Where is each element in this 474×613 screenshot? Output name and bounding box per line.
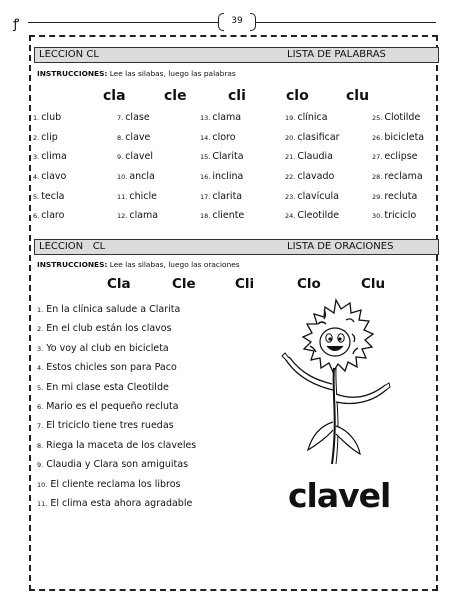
sentence-number: 2. [37, 325, 44, 334]
sentence-text: Riega la maceta de los claveles [46, 439, 197, 451]
word-text: reclama [384, 171, 423, 182]
word-text: ancla [129, 171, 155, 182]
sentence-item [37, 498, 192, 509]
sentence-number: 8. [37, 441, 44, 450]
word-text: clase [125, 112, 150, 123]
top-rule-left [28, 22, 218, 23]
word-text: cliente [212, 210, 245, 221]
word-item [200, 191, 242, 202]
instructions-oraciones [37, 260, 240, 269]
word-number: 13. [200, 114, 211, 122]
word-number: 24. [285, 212, 296, 220]
lesson-title: LECCION CL [39, 49, 99, 60]
word-item [117, 171, 155, 182]
word-text: clavel [125, 151, 153, 162]
sentence-item [37, 323, 172, 334]
word-number: 30. [372, 212, 383, 220]
word-number: 23. [285, 193, 296, 201]
sentence-text: En mi clase esta Cleotilde [46, 381, 169, 393]
word-text: clama [129, 210, 159, 221]
sentence-item [37, 459, 188, 470]
sentence-text: El triciclo tiene tres ruedas [46, 420, 174, 432]
word-text: eclipse [384, 151, 418, 162]
syllable: cla [103, 88, 126, 104]
syllable: cle [164, 88, 187, 104]
sentence-number: 5. [37, 383, 44, 392]
instructions-palabras [37, 69, 236, 78]
word-number: 21. [285, 153, 296, 161]
word-item [117, 191, 157, 202]
word-number: 4. [33, 173, 40, 181]
word-item [200, 132, 236, 143]
word-number: 22. [285, 173, 296, 181]
section-header-palabras [34, 47, 439, 63]
word-number: 28. [372, 173, 383, 181]
sentence-text: En el club están los clavos [46, 323, 172, 335]
carnation-flower-illustration [272, 294, 400, 472]
word-number: 10. [117, 173, 128, 181]
word-number: 19. [285, 114, 296, 122]
word-number: 14. [200, 134, 211, 142]
word-number: 26. [372, 134, 383, 142]
word-text: triciclo [384, 210, 417, 221]
word-item [117, 132, 150, 143]
word-text: clama [212, 112, 242, 123]
instructions-label: INSTRUCCIONES: [37, 69, 108, 78]
word-number: 17. [200, 193, 211, 201]
word-item [117, 112, 150, 123]
word-text: clasificar [297, 132, 340, 143]
word-number: 15. [200, 153, 211, 161]
sentence-text: Mario es el pequeño recluta [46, 401, 179, 412]
word-item [117, 210, 158, 221]
word-number: 29. [372, 193, 383, 201]
word-number: 1. [33, 114, 40, 122]
word-number: 25. [372, 114, 383, 122]
word-item [285, 191, 339, 202]
lesson-title: LECCION CL [39, 241, 106, 252]
sentence-text: Claudia y Clara son amiguitas [46, 459, 189, 471]
page-number: 39 [231, 16, 243, 26]
syllable-capital: Clu [361, 276, 386, 292]
word-item [285, 171, 334, 182]
word-item [372, 210, 416, 221]
sentence-item [37, 362, 177, 373]
instructions-text: Lee las silabas, luego las palabras [109, 69, 236, 78]
sentence-item [37, 343, 169, 354]
word-text: inclina [212, 171, 244, 182]
word-number: 9. [117, 153, 124, 161]
top-rule-right [256, 22, 436, 23]
word-item [372, 151, 418, 162]
sentence-item [37, 382, 169, 393]
word-text: clarita [212, 191, 243, 202]
syllable-capital: Cli [235, 276, 255, 292]
word-number: 8. [117, 134, 124, 142]
word-item [33, 151, 67, 162]
word-number: 27. [372, 153, 383, 161]
word-text: Clarita [212, 151, 244, 162]
word-item [33, 112, 61, 123]
sentence-text: En la clínica salude a Clarita [46, 304, 181, 315]
word-number: 16. [200, 173, 211, 181]
word-text: clavado [297, 171, 335, 182]
word-text: clínica [297, 112, 328, 123]
sentence-item [37, 479, 180, 490]
word-item [200, 151, 244, 162]
word-number: 5. [33, 193, 40, 201]
word-text: clavo [41, 171, 67, 182]
word-text: clavícula [297, 191, 339, 202]
word-item [200, 171, 243, 182]
word-text: cloro [212, 132, 236, 143]
word-text: Claudia [297, 151, 333, 162]
syllable: clo [286, 88, 309, 104]
sentence-item [37, 440, 196, 451]
section-header-oraciones [34, 239, 439, 255]
word-item [33, 210, 64, 221]
word-item [33, 191, 64, 202]
sentence-number: 11. [37, 500, 48, 508]
word-item [33, 132, 58, 143]
list-title: LISTA DE ORACIONES [287, 241, 394, 252]
word-text: Clotilde [384, 112, 421, 123]
sentence-text: Estos chicles son para Paco [46, 362, 177, 374]
sentence-number: 10. [37, 480, 48, 489]
word-number: 7. [117, 114, 124, 122]
instructions-label: INSTRUCCIONES: [37, 260, 108, 269]
word-item [372, 191, 417, 202]
sentence-number: 7. [37, 422, 44, 431]
syllable: clu [346, 88, 370, 104]
syllable-capital: Cle [172, 276, 196, 292]
word-number: 11. [117, 193, 128, 201]
word-item [200, 112, 241, 123]
sentence-item [37, 304, 180, 315]
word-item [285, 132, 340, 143]
word-item [372, 112, 420, 123]
word-text: clip [41, 132, 58, 143]
sentence-number: 9. [37, 461, 44, 470]
word-item [285, 210, 339, 221]
word-item [285, 151, 333, 162]
word-item [372, 171, 423, 182]
word-text: bicicleta [384, 132, 425, 143]
word-item [372, 132, 424, 143]
word-text: club [41, 112, 62, 123]
picture-word: clavel [288, 476, 391, 515]
sentence-number: 1. [37, 306, 44, 314]
word-number: 6. [33, 212, 40, 220]
sentence-item [37, 401, 179, 412]
sentence-number: 6. [37, 403, 44, 411]
sentence-number: 3. [37, 344, 44, 353]
list-title: LISTA DE PALABRAS [287, 49, 386, 60]
instructions-text: Lee las silabas, luego las oraciones [109, 260, 240, 269]
word-text: clave [125, 132, 151, 143]
word-number: 3. [33, 153, 40, 161]
ornament-swirl: ꝭ [13, 17, 20, 32]
syllable: cli [228, 88, 246, 104]
word-number: 20. [285, 134, 296, 142]
sentence-item [37, 420, 174, 431]
word-text: tecla [41, 191, 65, 202]
sentence-text: Yo voy al club en bicicleta [46, 342, 169, 354]
word-text: clima [41, 151, 67, 162]
word-text: recluta [384, 191, 418, 202]
word-number: 18. [200, 212, 211, 220]
word-number: 12. [117, 212, 128, 220]
sentence-number: 4. [37, 364, 44, 373]
word-item [33, 171, 66, 182]
syllable-capital: Cla [107, 276, 131, 292]
word-item [200, 210, 244, 221]
sentence-text: El clima esta ahora agradable [50, 498, 193, 509]
sentence-text: El cliente reclama los libros [50, 478, 181, 490]
page-number-box [218, 13, 256, 31]
word-text: chicle [129, 191, 157, 202]
word-item [285, 112, 328, 123]
word-item [117, 151, 153, 162]
syllable-capital: Clo [297, 276, 321, 292]
word-text: claro [41, 210, 65, 221]
word-number: 2. [33, 134, 40, 142]
word-text: Cleotilde [297, 210, 340, 221]
